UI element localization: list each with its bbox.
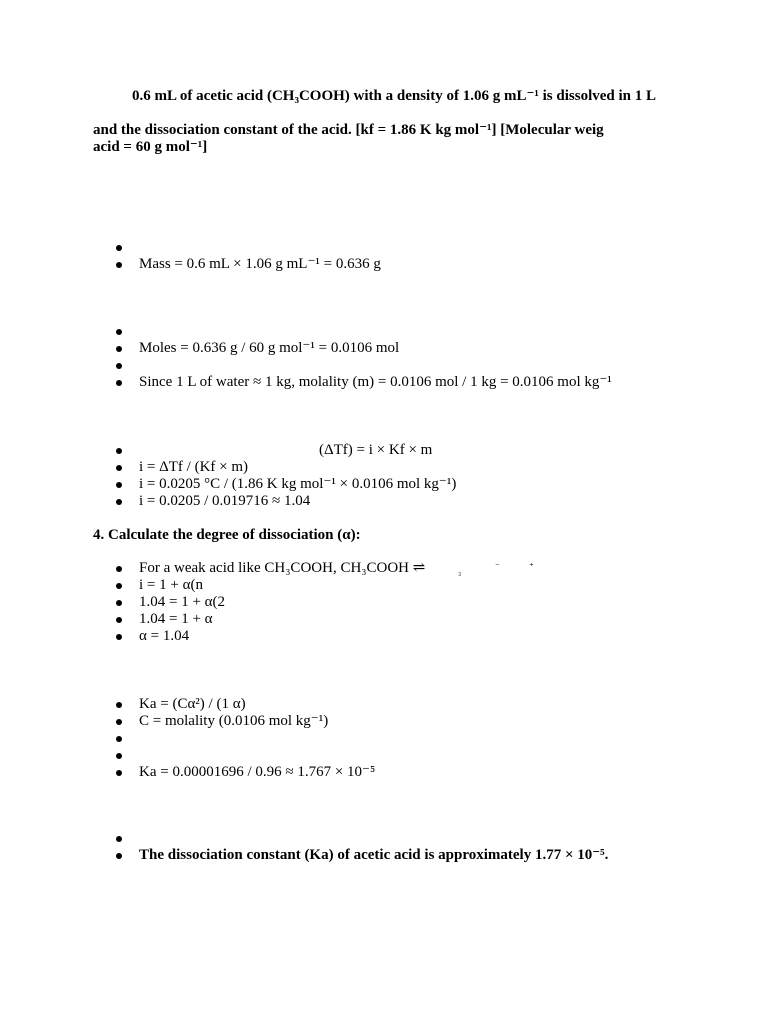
bullet bbox=[116, 346, 122, 352]
bullet bbox=[116, 482, 122, 488]
bullet bbox=[116, 566, 122, 572]
conclusion-text: The dissociation constant (Ka) of acetic acid is approximately 1.77 × 10⁻⁵. bbox=[139, 847, 609, 863]
problem-line-3: acid = 60 g mol⁻¹] bbox=[93, 139, 208, 155]
list-item: Mass = 0.6 mL × 1.06 g mL⁻¹ = 0.636 g bbox=[139, 256, 381, 272]
bullet bbox=[116, 363, 122, 369]
subscript-fragment: ₃ bbox=[458, 566, 462, 576]
bullet bbox=[116, 465, 122, 471]
bullet bbox=[116, 634, 122, 640]
bullet bbox=[116, 617, 122, 623]
bullet bbox=[116, 329, 122, 335]
list-item: i = 1 + α(n bbox=[139, 577, 203, 593]
bullet bbox=[116, 719, 122, 725]
superscript-fragment: ⁻ bbox=[495, 561, 500, 571]
bullet bbox=[116, 245, 122, 251]
bullet bbox=[116, 583, 122, 589]
list-item: 1.04 = 1 + α bbox=[139, 611, 213, 627]
bullet bbox=[116, 600, 122, 606]
list-item: Ka = 0.00001696 / 0.96 ≈ 1.767 × 10⁻⁵ bbox=[139, 764, 376, 780]
bullet bbox=[116, 262, 122, 268]
superscript-fragment: ⁺ bbox=[529, 561, 534, 571]
problem-line-2: and the dissociation constant of the acid. [kf = 1.86 K kg mol⁻¹] [Molecular weig bbox=[93, 122, 604, 138]
list-item: Ka = (Cα²) / (1 α) bbox=[139, 696, 246, 712]
list-item: 1.04 = 1 + α(2 bbox=[139, 594, 226, 610]
bullet bbox=[116, 702, 122, 708]
list-item: C = molality (0.0106 mol kg⁻¹) bbox=[139, 713, 329, 729]
list-item: i = 0.0205 / 0.019716 ≈ 1.04 bbox=[139, 493, 311, 509]
bullet bbox=[116, 836, 122, 842]
problem-line-1: 0.6 mL of acetic acid (CH₃COOH) with a density of 1.06 g mL⁻¹ is dissolved in 1 L bbox=[132, 88, 657, 104]
bullet bbox=[116, 853, 122, 859]
list-item: α = 1.04 bbox=[139, 628, 190, 644]
bullet bbox=[116, 736, 122, 742]
bullet bbox=[116, 753, 122, 759]
list-item: (ΔTf) = i × Kf × m bbox=[319, 442, 433, 458]
list-item: i = 0.0205 °C / (1.86 K kg mol⁻¹ × 0.0106 mol kg⁻¹) bbox=[139, 476, 457, 492]
bullet bbox=[116, 770, 122, 776]
section-heading: 4. Calculate the degree of dissociation (α): bbox=[93, 527, 361, 543]
bullet bbox=[116, 499, 122, 505]
list-item: For a weak acid like CH₃COOH, CH₃COOH ⇌ bbox=[139, 560, 426, 576]
list-item: Since 1 L of water ≈ 1 kg, molality (m) = 0.0106 mol / 1 kg = 0.0106 mol kg⁻¹ bbox=[139, 374, 612, 390]
bullet bbox=[116, 380, 122, 386]
bullet bbox=[116, 448, 122, 454]
list-item: Moles = 0.636 g / 60 g mol⁻¹ = 0.0106 mol bbox=[139, 340, 400, 356]
list-item: i = ΔTf / (Kf × m) bbox=[139, 459, 249, 475]
